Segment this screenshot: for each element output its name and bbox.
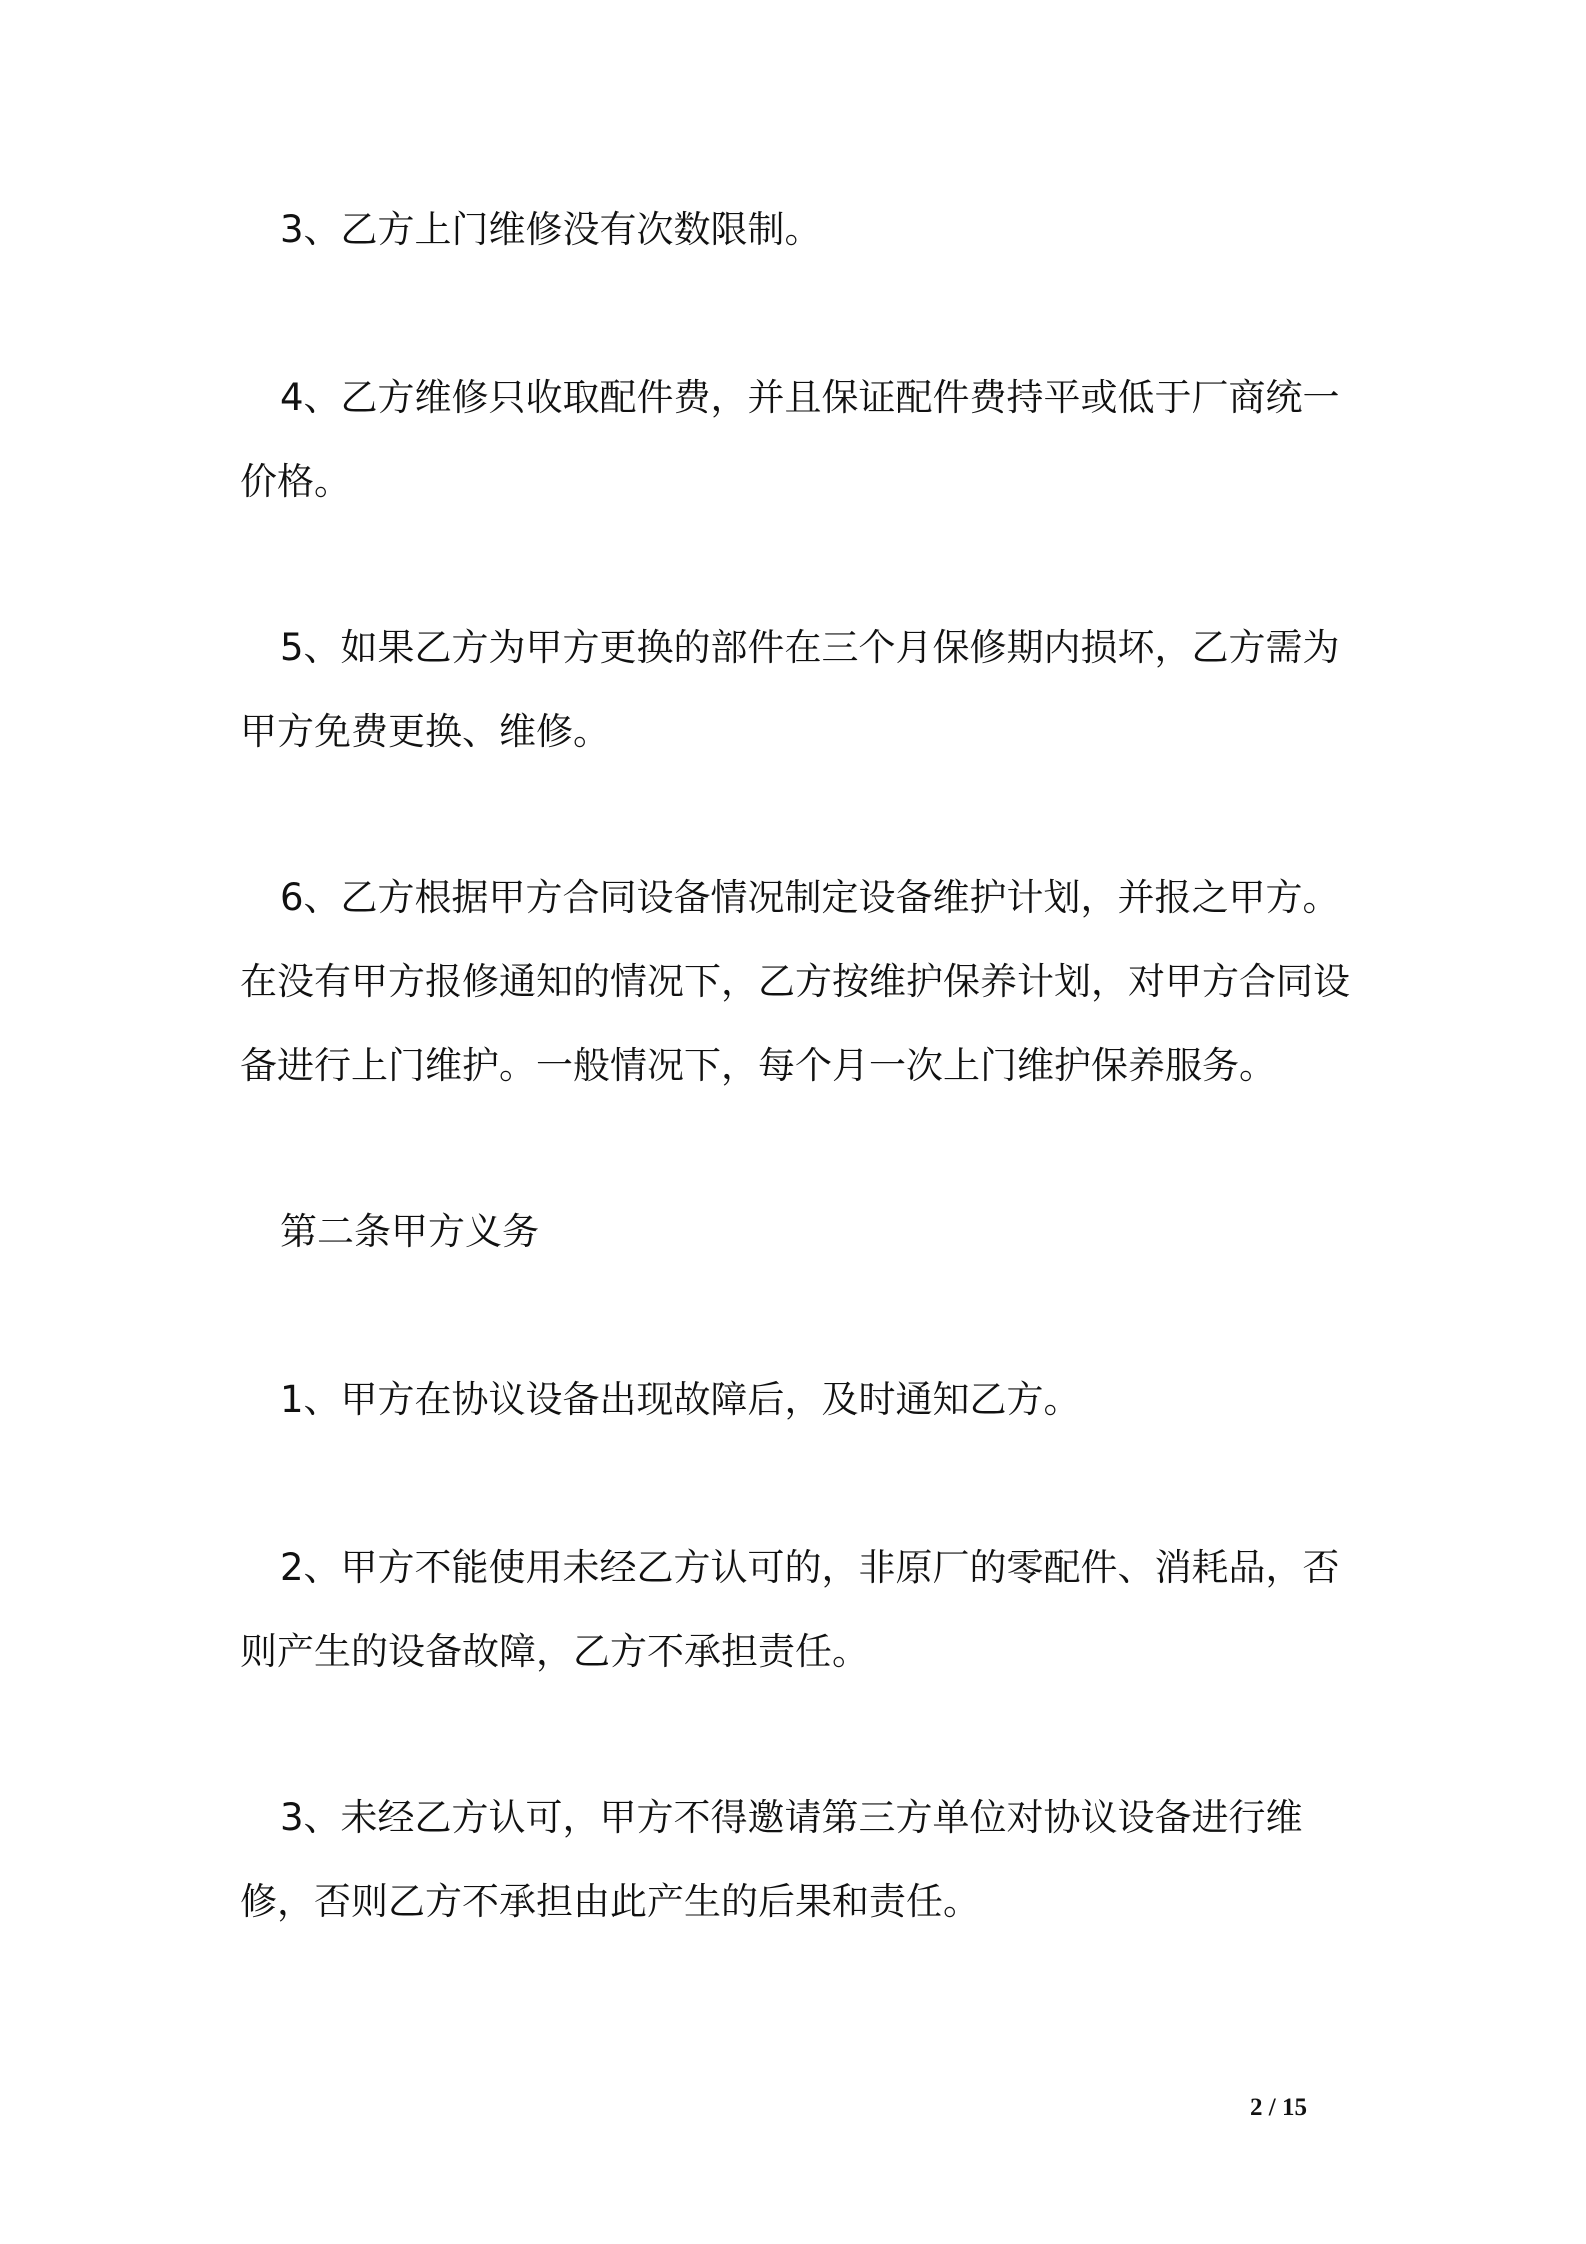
- paragraph-clause-3: 3、乙方上门维修没有次数限制。: [280, 208, 822, 251]
- paragraph-clause-4: 4、乙方维修只收取配件费，并且保证配件费持平或低于厂商统一价格。: [240, 376, 1340, 503]
- section-heading-party-a-obligations: 第二条甲方义务: [280, 1210, 539, 1253]
- paragraph-party-a-1: 1、甲方在协议设备出现故障后，及时通知乙方。: [280, 1378, 1081, 1421]
- paragraph-clause-6: 6、乙方根据甲方合同设备情况制定设备维护计划，并报之甲方。在没有甲方报修通知的情况下，乙方按维护保养计划，对甲方合同设备进行上门维护。一般情况下，每个月一次上门维护保养服务。: [240, 876, 1350, 1087]
- paragraph-clause-5: 5、如果乙方为甲方更换的部件在三个月保修期内损坏，乙方需为甲方免费更换、维修。: [240, 626, 1340, 753]
- paragraph-party-a-3: 3、未经乙方认可，甲方不得邀请第三方单位对协议设备进行维修，否则乙方不承担由此产生的后果和责任。: [240, 1796, 1303, 1923]
- page-number: 2 / 15: [1250, 2094, 1307, 2121]
- paragraph-party-a-2: 2、甲方不能使用未经乙方认可的，非原厂的零配件、消耗品，否则产生的设备故障，乙方不承担责任。: [240, 1546, 1340, 1673]
